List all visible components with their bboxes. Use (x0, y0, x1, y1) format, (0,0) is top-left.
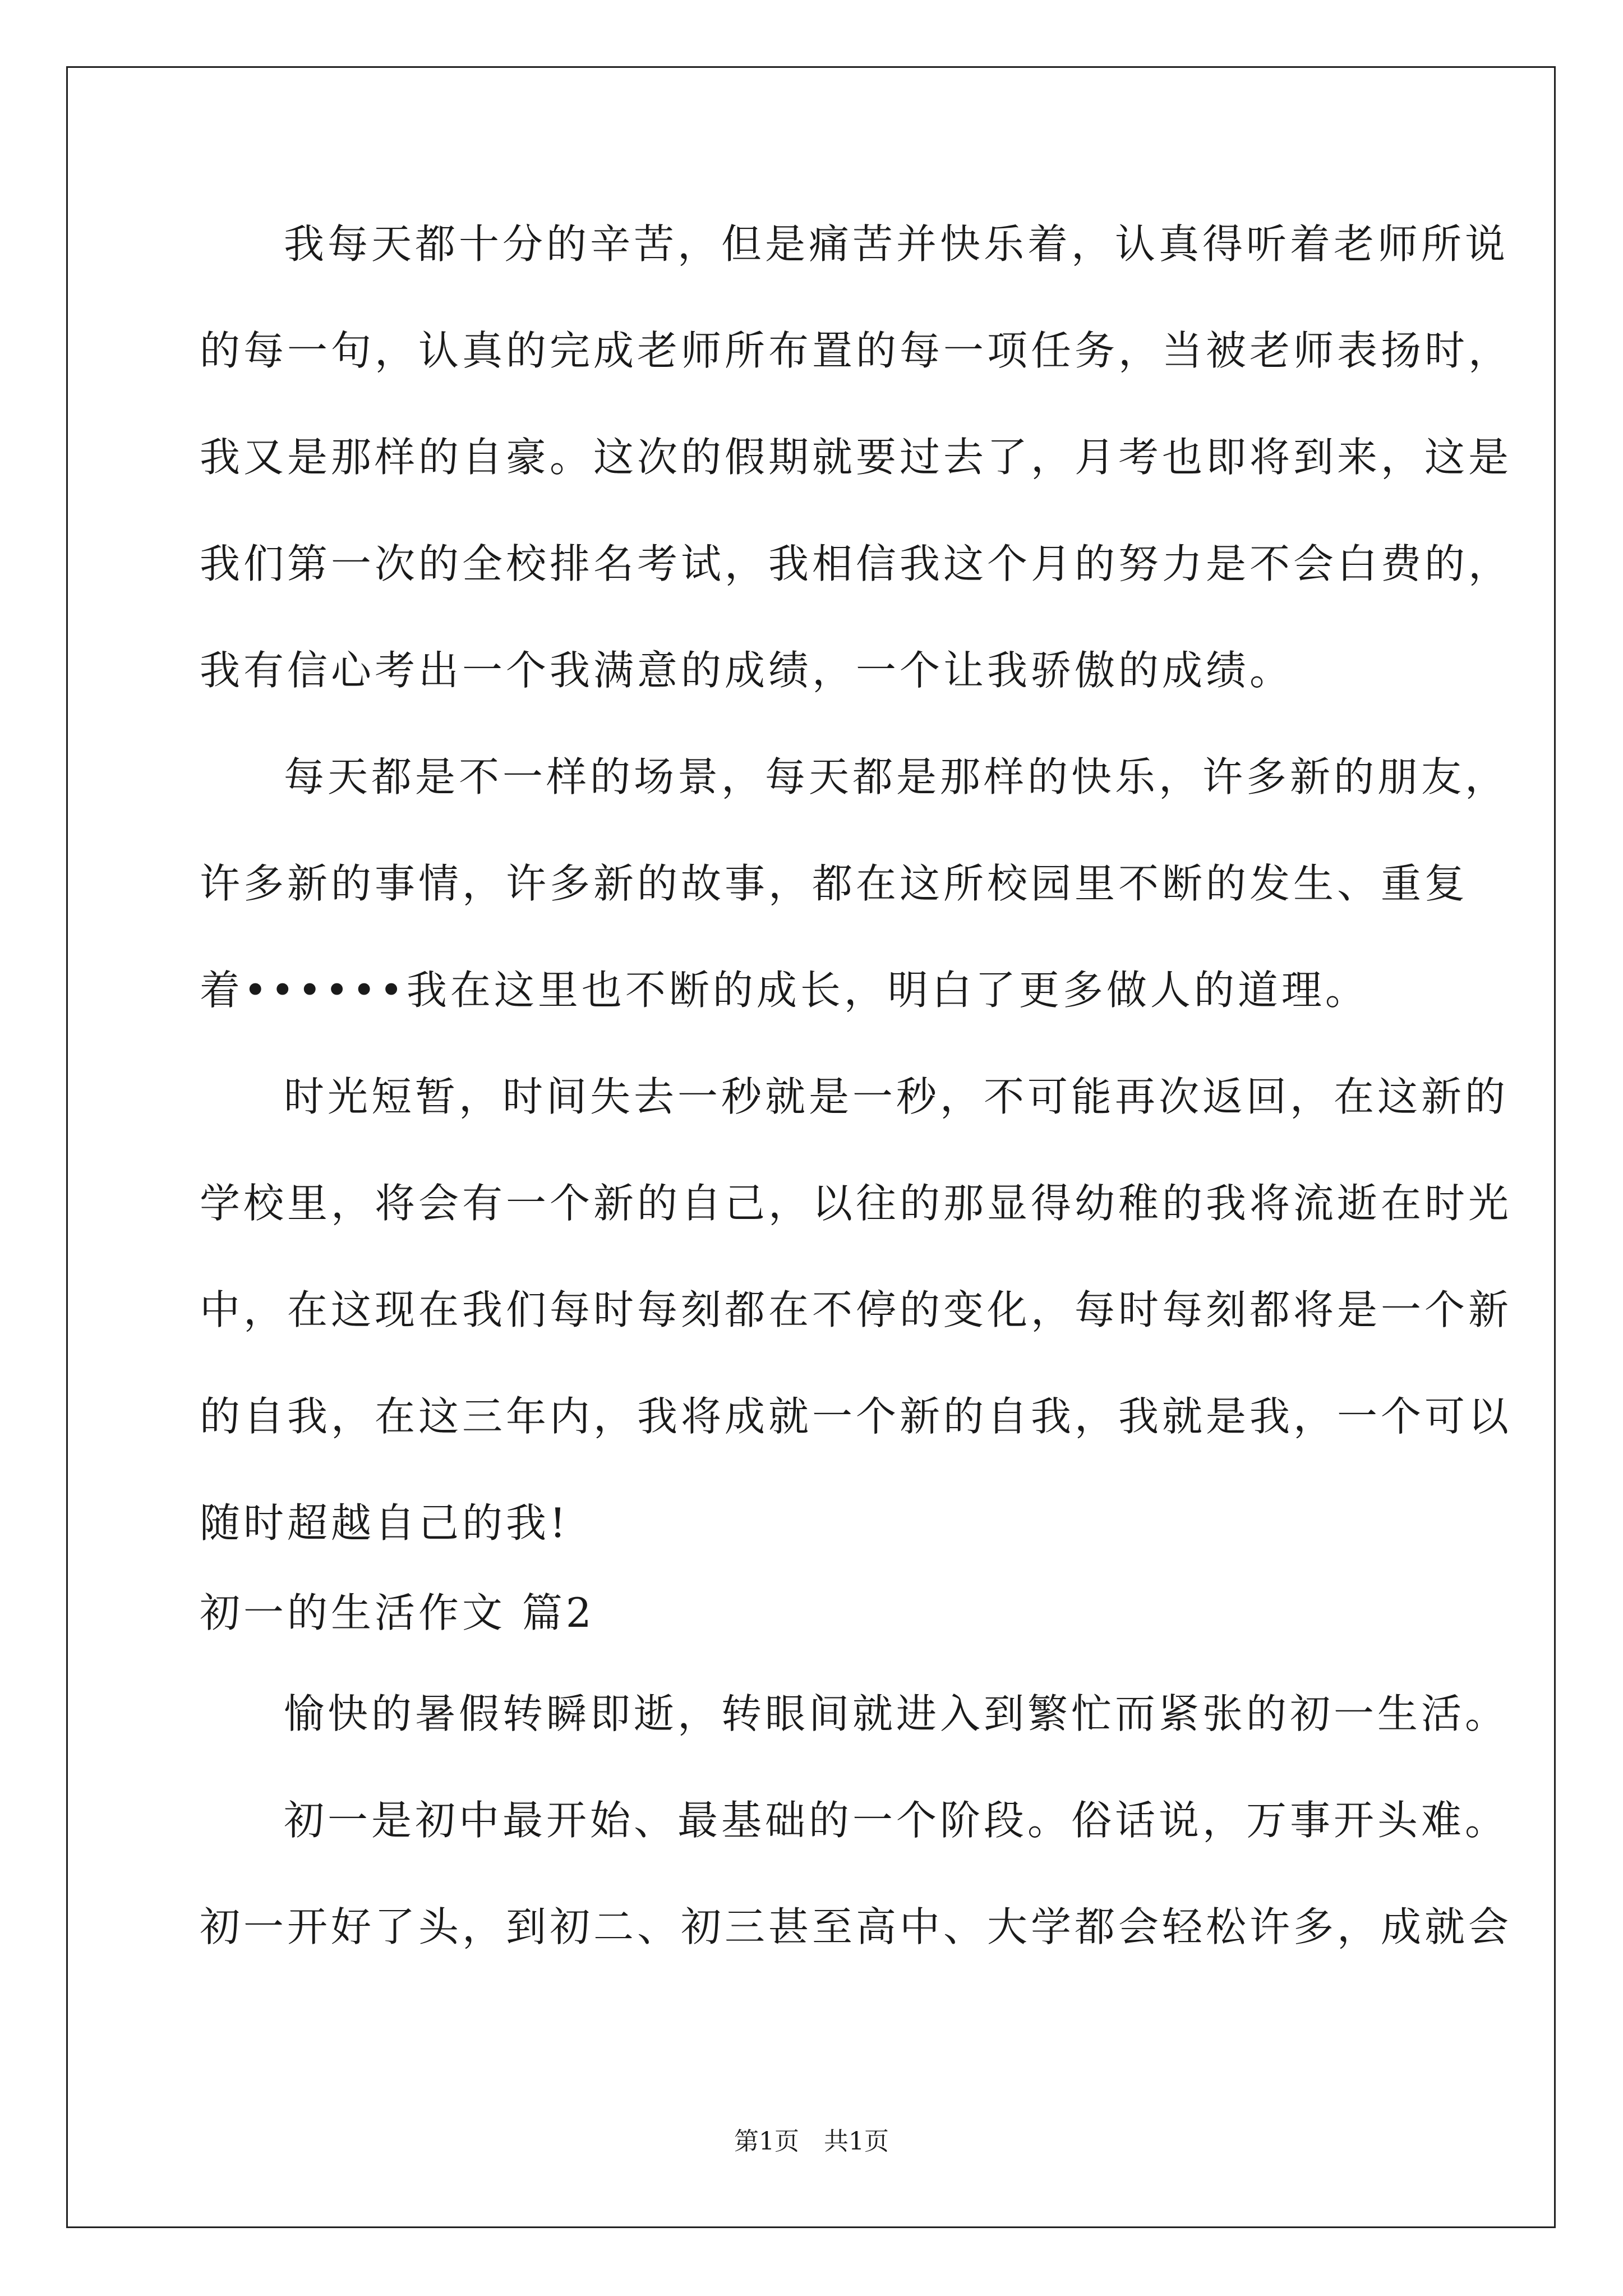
paragraph-line: 初一是初中最开始、最基础的一个阶段。俗话说，万事开头难。 (284, 1797, 1509, 1844)
paragraph-line: 的自我，在这三年内，我将成就一个新的自我，我就是我，一个可以 (200, 1393, 1513, 1440)
paragraph-line: 我有信心考出一个我满意的成绩，一个让我骄傲的成绩。 (200, 647, 1294, 694)
paragraph-line: 我们第一次的全校排名考试，我相信我这个月的努力是不会白费的， (200, 540, 1513, 587)
paragraph-line: 我每天都十分的辛苦，但是痛苦并快乐着，认真得听着老师所说 (284, 220, 1509, 268)
paragraph-line: 初一开好了头，到初二、初三甚至高中、大学都会轻松许多，成就会 (200, 1903, 1513, 1950)
paragraph-line: 着••••••我在这里也不断的成长，明白了更多做人的道理。 (200, 967, 1369, 1014)
paragraph-line: 愉快的暑假转瞬即逝，转眼间就进入到繁忙而紧张的初一生活。 (284, 1690, 1509, 1737)
paragraph-line: 每天都是不一样的场景，每天都是那样的快乐，许多新的朋友， (284, 753, 1509, 800)
paragraph-line: 随时超越自己的我! (200, 1499, 569, 1547)
paragraph-line: 时光短暂，时间失去一秒就是一秒，不可能再次返回，在这新的 (284, 1073, 1509, 1120)
paragraph-line: 我又是那样的自豪。这次的假期就要过去了，月考也即将到来，这是 (200, 434, 1513, 481)
page-footer: 第1页 共1页 (734, 2127, 889, 2156)
paragraph-line: 许多新的事情，许多新的故事，都在这所校园里不断的发生、重复 (200, 860, 1469, 907)
section-heading: 初一的生活作文 篇2 (200, 1589, 595, 1636)
paragraph-line: 学校里，将会有一个新的自己，以往的那显得幼稚的我将流逝在时光 (200, 1180, 1513, 1227)
paragraph-line: 的每一句，认真的完成老师所布置的每一项任务，当被老师表扬时， (200, 327, 1513, 374)
paragraph-line: 中，在这现在我们每时每刻都在不停的变化，每时每刻都将是一个新 (200, 1286, 1513, 1333)
